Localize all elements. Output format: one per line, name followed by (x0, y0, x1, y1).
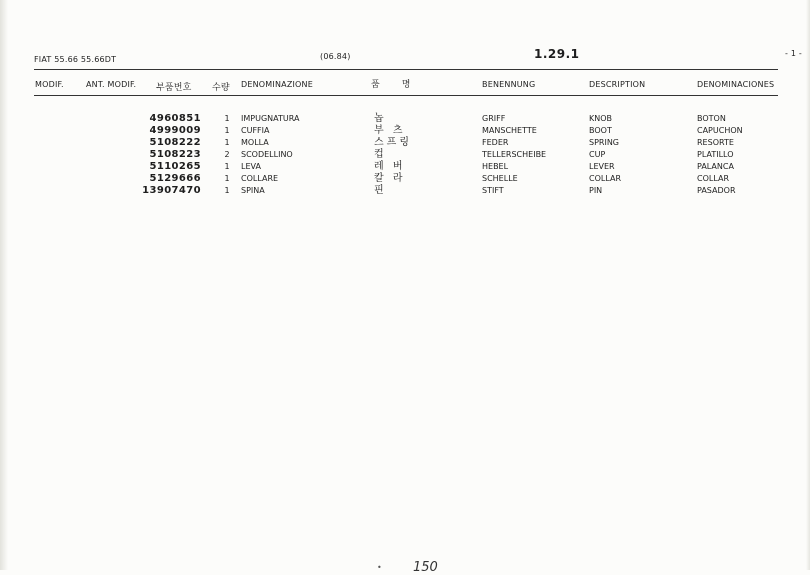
italian-name: SCODELLINO (241, 150, 293, 159)
col-header-part-number: 부품번호 (156, 83, 192, 93)
korean-name: 부 츠 (374, 125, 406, 136)
part-number: 13907470 (142, 185, 201, 196)
italian-name: SPINA (241, 186, 265, 195)
part-number: 4999009 (149, 125, 201, 136)
quantity: 1 (224, 126, 230, 135)
page-number: - 1 - (785, 49, 802, 58)
german-name: SCHELLE (482, 174, 518, 183)
table-row (0, 137, 810, 149)
spanish-name: CAPUCHON (697, 126, 743, 135)
english-name: LEVER (589, 162, 615, 171)
korean-name: 스프링 (374, 137, 412, 148)
quantity: 1 (224, 174, 230, 183)
part-number: 5108223 (149, 149, 201, 160)
english-name: KNOB (589, 114, 613, 123)
english-name: CUP (589, 150, 606, 159)
italian-name: CUFFIA (241, 126, 270, 135)
handwritten-page-number: 150 (413, 560, 438, 575)
english-name: SPRING (589, 138, 620, 147)
col-header-italian: DENOMINAZIONE (241, 80, 313, 89)
italian-name: LEVA (241, 162, 261, 171)
header-rule-top (34, 69, 778, 70)
korean-name: 레 버 (374, 161, 406, 172)
german-name: STIFT (482, 186, 504, 195)
table-row (0, 185, 810, 197)
german-name: HEBEL (482, 162, 509, 171)
table-row (0, 149, 810, 161)
table-row (0, 113, 810, 125)
col-header-english: DESCRIPTION (589, 80, 646, 89)
scan-edge-left (0, 0, 8, 570)
footer-dot: • (377, 563, 382, 572)
korean-name: 놉 (374, 113, 387, 124)
spanish-name: PLATILLO (697, 150, 734, 159)
quantity: 2 (224, 150, 230, 159)
english-name: BOOT (589, 126, 612, 135)
spanish-name: BOTON (697, 114, 726, 123)
korean-name: 칼 라 (374, 173, 406, 184)
parts-table (0, 113, 810, 197)
korean-name: 컵 (374, 149, 387, 160)
part-number: 5110265 (149, 161, 201, 172)
italian-name: MOLLA (241, 138, 269, 147)
korean-name: 핀 (374, 185, 387, 196)
col-header-korean: 품명 (371, 80, 433, 90)
col-header-modif: MODIF. (35, 80, 64, 89)
german-name: TELLERSCHEIBE (482, 150, 547, 159)
part-number: 5108222 (149, 137, 201, 148)
german-name: MANSCHETTE (482, 126, 537, 135)
spanish-name: RESORTE (697, 138, 734, 147)
german-name: FEDER (482, 138, 509, 147)
part-number: 4960851 (149, 113, 201, 124)
col-header-spanish: DENOMINACIONES (697, 80, 775, 89)
model-title: FIAT 55.66 55.66DT (34, 55, 117, 64)
english-name: PIN (589, 186, 603, 195)
table-row (0, 173, 810, 185)
english-name: COLLAR (589, 174, 622, 183)
part-number: 5129666 (149, 173, 201, 184)
col-header-quantity: 수량 (212, 83, 230, 93)
scan-edge-right (806, 0, 810, 570)
catalog-date: (06.84) (320, 52, 351, 61)
col-header-german: BENENNUNG (482, 80, 536, 89)
header-rule-bottom (34, 95, 778, 96)
quantity: 1 (224, 186, 230, 195)
german-name: GRIFF (482, 114, 506, 123)
spanish-name: COLLAR (697, 174, 730, 183)
col-header-ant-modif: ANT. MODIF. (86, 80, 137, 89)
quantity: 1 (224, 138, 230, 147)
table-row (0, 161, 810, 173)
spanish-name: PASADOR (697, 186, 736, 195)
section-number: 1.29.1 (534, 47, 580, 61)
quantity: 1 (224, 162, 230, 171)
table-row (0, 125, 810, 137)
quantity: 1 (224, 114, 230, 123)
italian-name: IMPUGNATURA (241, 114, 300, 123)
spanish-name: PALANCA (697, 162, 734, 171)
italian-name: COLLARE (241, 174, 279, 183)
